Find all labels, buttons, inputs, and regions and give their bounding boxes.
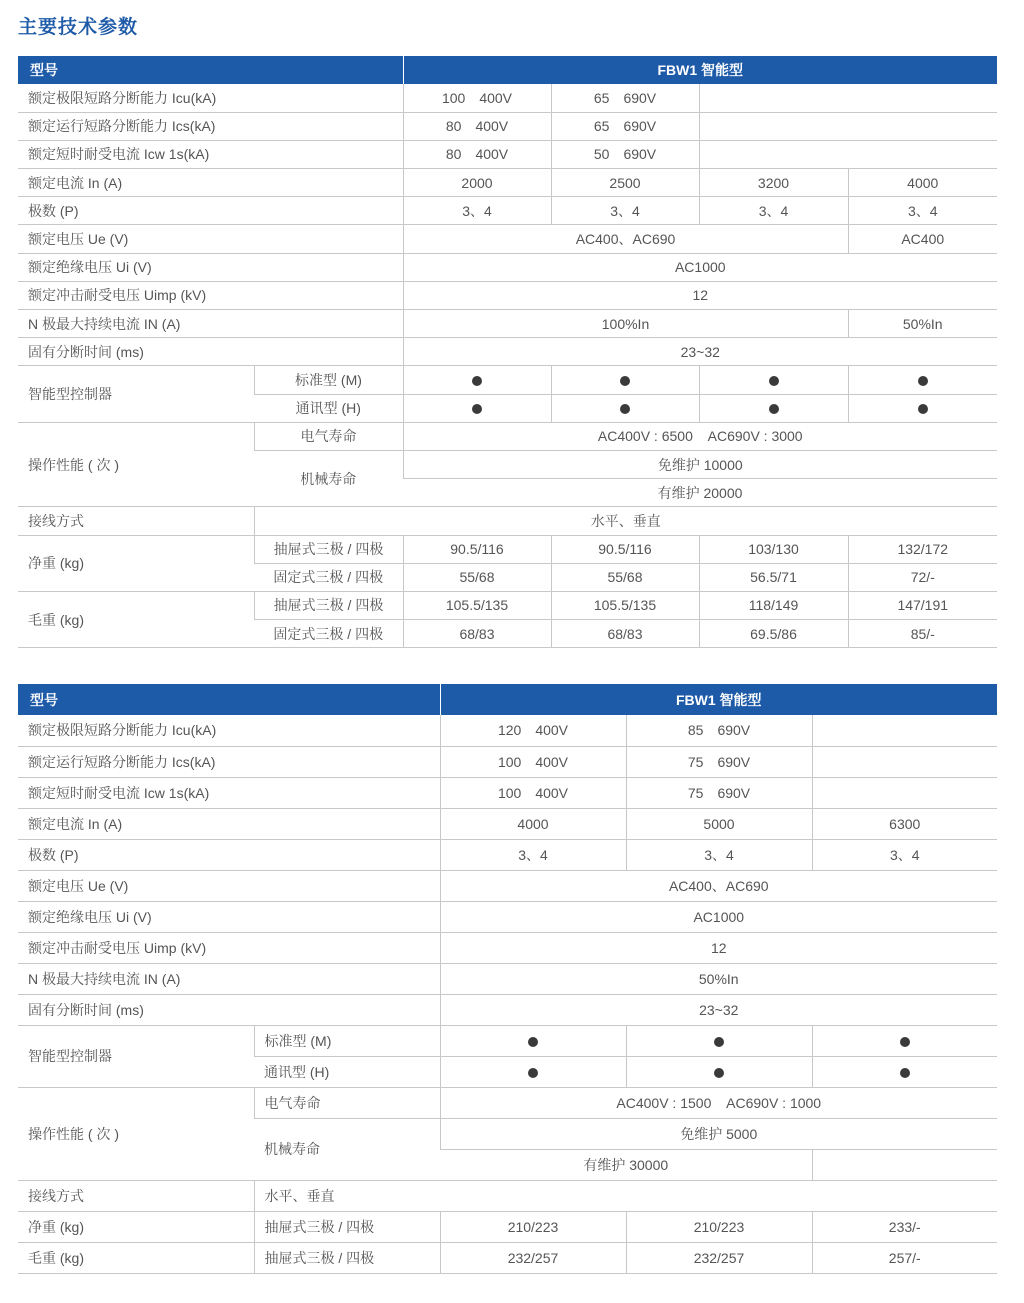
cell: 3、4 xyxy=(403,197,551,225)
table-row xyxy=(18,225,997,253)
filled-dot-icon xyxy=(714,1037,724,1047)
filled-dot-icon xyxy=(769,404,779,414)
row-label: 额定电压 Ue (V) xyxy=(18,225,403,253)
cell: 4000 xyxy=(848,169,997,197)
table-row xyxy=(18,591,997,619)
cell: 55/68 xyxy=(551,563,699,591)
row-label: 毛重 (kg) xyxy=(18,591,254,647)
filled-dot-icon xyxy=(900,1068,910,1078)
cell: 6300 xyxy=(812,808,997,839)
cell: 3、4 xyxy=(699,197,848,225)
cell: 210/223 xyxy=(440,1211,626,1242)
row-label: 极数 (P) xyxy=(18,839,440,870)
filled-dot-icon xyxy=(714,1068,724,1078)
table-header xyxy=(18,684,997,715)
table-row xyxy=(18,777,997,808)
row-label: 额定短时耐受电流 Icw 1s(kA) xyxy=(18,140,403,168)
cell xyxy=(440,1025,626,1056)
cell: 120 400V xyxy=(440,715,626,746)
cell: 100%In xyxy=(403,310,848,338)
cell xyxy=(626,1025,812,1056)
cell: 65 690V xyxy=(551,84,699,112)
row-label: 额定电流 In (A) xyxy=(18,808,440,839)
filled-dot-icon xyxy=(528,1068,538,1078)
table-row xyxy=(18,140,997,168)
cell: AC400、AC690 xyxy=(403,225,848,253)
filled-dot-icon xyxy=(472,404,482,414)
cell: 100 400V xyxy=(440,746,626,777)
table-row xyxy=(18,422,997,450)
table-row xyxy=(18,366,997,394)
sub-label: 机械寿命 xyxy=(254,450,403,506)
cell xyxy=(440,1056,626,1087)
sub-label: 抽屉式三极 / 四极 xyxy=(254,591,403,619)
row-label: 毛重 (kg) xyxy=(18,1242,254,1273)
cell: 免维护 10000 xyxy=(403,450,997,478)
row-label: 接线方式 xyxy=(18,507,254,535)
cell: 3、4 xyxy=(626,839,812,870)
cell xyxy=(812,746,997,777)
cell xyxy=(626,1056,812,1087)
table-row xyxy=(18,1211,997,1242)
table-row xyxy=(18,310,997,338)
cell: AC400、AC690 xyxy=(440,870,997,901)
cell: 有维护 20000 xyxy=(403,479,997,507)
cell: 68/83 xyxy=(551,620,699,648)
cell: 147/191 xyxy=(848,591,997,619)
cell: 3、4 xyxy=(812,839,997,870)
row-label: 额定电流 In (A) xyxy=(18,169,403,197)
cell xyxy=(551,394,699,422)
header-label: 型号 xyxy=(18,56,403,84)
cell: 4000 xyxy=(440,808,626,839)
cell xyxy=(403,394,551,422)
table-row xyxy=(18,112,997,140)
table-row xyxy=(18,507,997,535)
table-row xyxy=(18,1025,997,1056)
cell: 50%In xyxy=(440,963,997,994)
row-label: 净重 (kg) xyxy=(18,1211,254,1242)
cell: 85/- xyxy=(848,620,997,648)
cell: 69.5/86 xyxy=(699,620,848,648)
cell: 55/68 xyxy=(403,563,551,591)
row-label: 额定极限短路分断能力 Icu(kA) xyxy=(18,715,440,746)
row-label: 额定绝缘电压 Ui (V) xyxy=(18,253,403,281)
table-row xyxy=(18,1180,997,1211)
cell: AC400V : 1500 AC690V : 1000 xyxy=(440,1087,997,1118)
table-row xyxy=(18,901,997,932)
table-row xyxy=(18,197,997,225)
cell xyxy=(812,1056,997,1087)
sub-label: 抽屉式三极 / 四极 xyxy=(254,1211,440,1242)
table-row xyxy=(18,1087,997,1118)
cell: 56.5/71 xyxy=(699,563,848,591)
sub-label: 标准型 (M) xyxy=(254,1025,440,1056)
cell: 3、4 xyxy=(440,839,626,870)
filled-dot-icon xyxy=(900,1037,910,1047)
cell: 75 690V xyxy=(626,746,812,777)
cell: 105.5/135 xyxy=(551,591,699,619)
cell: 257/- xyxy=(812,1242,997,1273)
cell xyxy=(812,1025,997,1056)
cell xyxy=(812,1149,997,1180)
row-label: 接线方式 xyxy=(18,1180,254,1211)
sub-label: 抽屉式三极 / 四极 xyxy=(254,535,403,563)
sub-label: 抽屉式三极 / 四极 xyxy=(254,1242,440,1273)
table-row xyxy=(18,84,997,112)
cell xyxy=(812,777,997,808)
cell: 233/- xyxy=(812,1211,997,1242)
table-row xyxy=(18,169,997,197)
filled-dot-icon xyxy=(620,404,630,414)
cell: 50 690V xyxy=(551,140,699,168)
row-label: 操作性能 ( 次 ) xyxy=(18,422,254,507)
table-row xyxy=(18,535,997,563)
cell xyxy=(812,715,997,746)
cell: 3200 xyxy=(699,169,848,197)
spec-table-2 xyxy=(18,684,997,1274)
header-model: FBW1 智能型 xyxy=(440,684,997,715)
table-row xyxy=(18,1242,997,1273)
cell: 232/257 xyxy=(626,1242,812,1273)
row-label: 智能型控制器 xyxy=(18,1025,254,1087)
filled-dot-icon xyxy=(620,376,630,386)
cell: 75 690V xyxy=(626,777,812,808)
cell: 免维护 5000 xyxy=(440,1118,997,1149)
row-label: 额定运行短路分断能力 Ics(kA) xyxy=(18,746,440,777)
cell xyxy=(699,112,997,140)
table-header xyxy=(18,56,997,84)
sub-label: 标准型 (M) xyxy=(254,366,403,394)
filled-dot-icon xyxy=(472,376,482,386)
cell xyxy=(699,140,997,168)
cell: 3、4 xyxy=(848,197,997,225)
cell: 232/257 xyxy=(440,1242,626,1273)
row-label: 固有分断时间 (ms) xyxy=(18,994,440,1025)
cell: 3、4 xyxy=(551,197,699,225)
sub-label: 通讯型 (H) xyxy=(254,394,403,422)
table-row xyxy=(18,746,997,777)
table-row xyxy=(18,839,997,870)
table-row xyxy=(18,281,997,309)
cell: AC400V : 6500 AC690V : 3000 xyxy=(403,422,997,450)
cell: 100 400V xyxy=(440,777,626,808)
cell xyxy=(699,394,848,422)
table-row xyxy=(18,870,997,901)
cell: 有维护 30000 xyxy=(440,1149,812,1180)
cell xyxy=(403,366,551,394)
row-label: 固有分断时间 (ms) xyxy=(18,338,403,366)
page-title: 主要技术参数 xyxy=(18,17,139,38)
cell: 90.5/116 xyxy=(551,535,699,563)
cell: 100 400V xyxy=(403,84,551,112)
header-label: 型号 xyxy=(18,684,440,715)
table-row xyxy=(18,715,997,746)
sub-label: 固定式三极 / 四极 xyxy=(254,563,403,591)
cell xyxy=(699,366,848,394)
cell: AC400 xyxy=(848,225,997,253)
row-label: 净重 (kg) xyxy=(18,535,254,591)
sub-label: 通讯型 (H) xyxy=(254,1056,440,1087)
table-row xyxy=(18,253,997,281)
row-label: N 极最大持续电流 IN (A) xyxy=(18,310,403,338)
spec-table-1 xyxy=(18,56,997,648)
table-row xyxy=(18,963,997,994)
sub-label: 机械寿命 xyxy=(254,1118,440,1180)
sub-label: 固定式三极 / 四极 xyxy=(254,620,403,648)
row-label: 智能型控制器 xyxy=(18,366,254,422)
row-label: 额定冲击耐受电压 Uimp (kV) xyxy=(18,281,403,309)
cell xyxy=(848,394,997,422)
table-row xyxy=(18,338,997,366)
row-label: 极数 (P) xyxy=(18,197,403,225)
cell: 68/83 xyxy=(403,620,551,648)
cell: 132/172 xyxy=(848,535,997,563)
row-label: N 极最大持续电流 IN (A) xyxy=(18,963,440,994)
cell: 80 400V xyxy=(403,140,551,168)
table-row xyxy=(18,994,997,1025)
row-label: 额定运行短路分断能力 Ics(kA) xyxy=(18,112,403,140)
cell: 12 xyxy=(440,932,997,963)
row-label: 额定冲击耐受电压 Uimp (kV) xyxy=(18,932,440,963)
cell: 2500 xyxy=(551,169,699,197)
cell: 72/- xyxy=(848,563,997,591)
cell: 23~32 xyxy=(403,338,997,366)
cell: 水平、垂直 xyxy=(254,507,997,535)
cell: 12 xyxy=(403,281,997,309)
cell: 23~32 xyxy=(440,994,997,1025)
cell: 103/130 xyxy=(699,535,848,563)
cell: 5000 xyxy=(626,808,812,839)
cell: 65 690V xyxy=(551,112,699,140)
header-model: FBW1 智能型 xyxy=(403,56,997,84)
sub-label: 电气寿命 xyxy=(254,422,403,450)
cell xyxy=(848,366,997,394)
filled-dot-icon xyxy=(769,376,779,386)
cell: AC1000 xyxy=(440,901,997,932)
row-label: 额定绝缘电压 Ui (V) xyxy=(18,901,440,932)
row-label: 额定短时耐受电流 Icw 1s(kA) xyxy=(18,777,440,808)
row-label: 额定电压 Ue (V) xyxy=(18,870,440,901)
cell: 210/223 xyxy=(626,1211,812,1242)
filled-dot-icon xyxy=(918,376,928,386)
filled-dot-icon xyxy=(528,1037,538,1047)
cell: AC1000 xyxy=(403,253,997,281)
cell: 90.5/116 xyxy=(403,535,551,563)
cell: 85 690V xyxy=(626,715,812,746)
cell: 105.5/135 xyxy=(403,591,551,619)
row-label: 额定极限短路分断能力 Icu(kA) xyxy=(18,84,403,112)
cell: 水平、垂直 xyxy=(254,1180,997,1211)
cell: 2000 xyxy=(403,169,551,197)
sub-label: 电气寿命 xyxy=(254,1087,440,1118)
row-label: 操作性能 ( 次 ) xyxy=(18,1087,254,1180)
cell xyxy=(699,84,997,112)
cell: 118/149 xyxy=(699,591,848,619)
cell: 80 400V xyxy=(403,112,551,140)
table-row xyxy=(18,808,997,839)
cell xyxy=(551,366,699,394)
table-row xyxy=(18,932,997,963)
filled-dot-icon xyxy=(918,404,928,414)
cell: 50%In xyxy=(848,310,997,338)
